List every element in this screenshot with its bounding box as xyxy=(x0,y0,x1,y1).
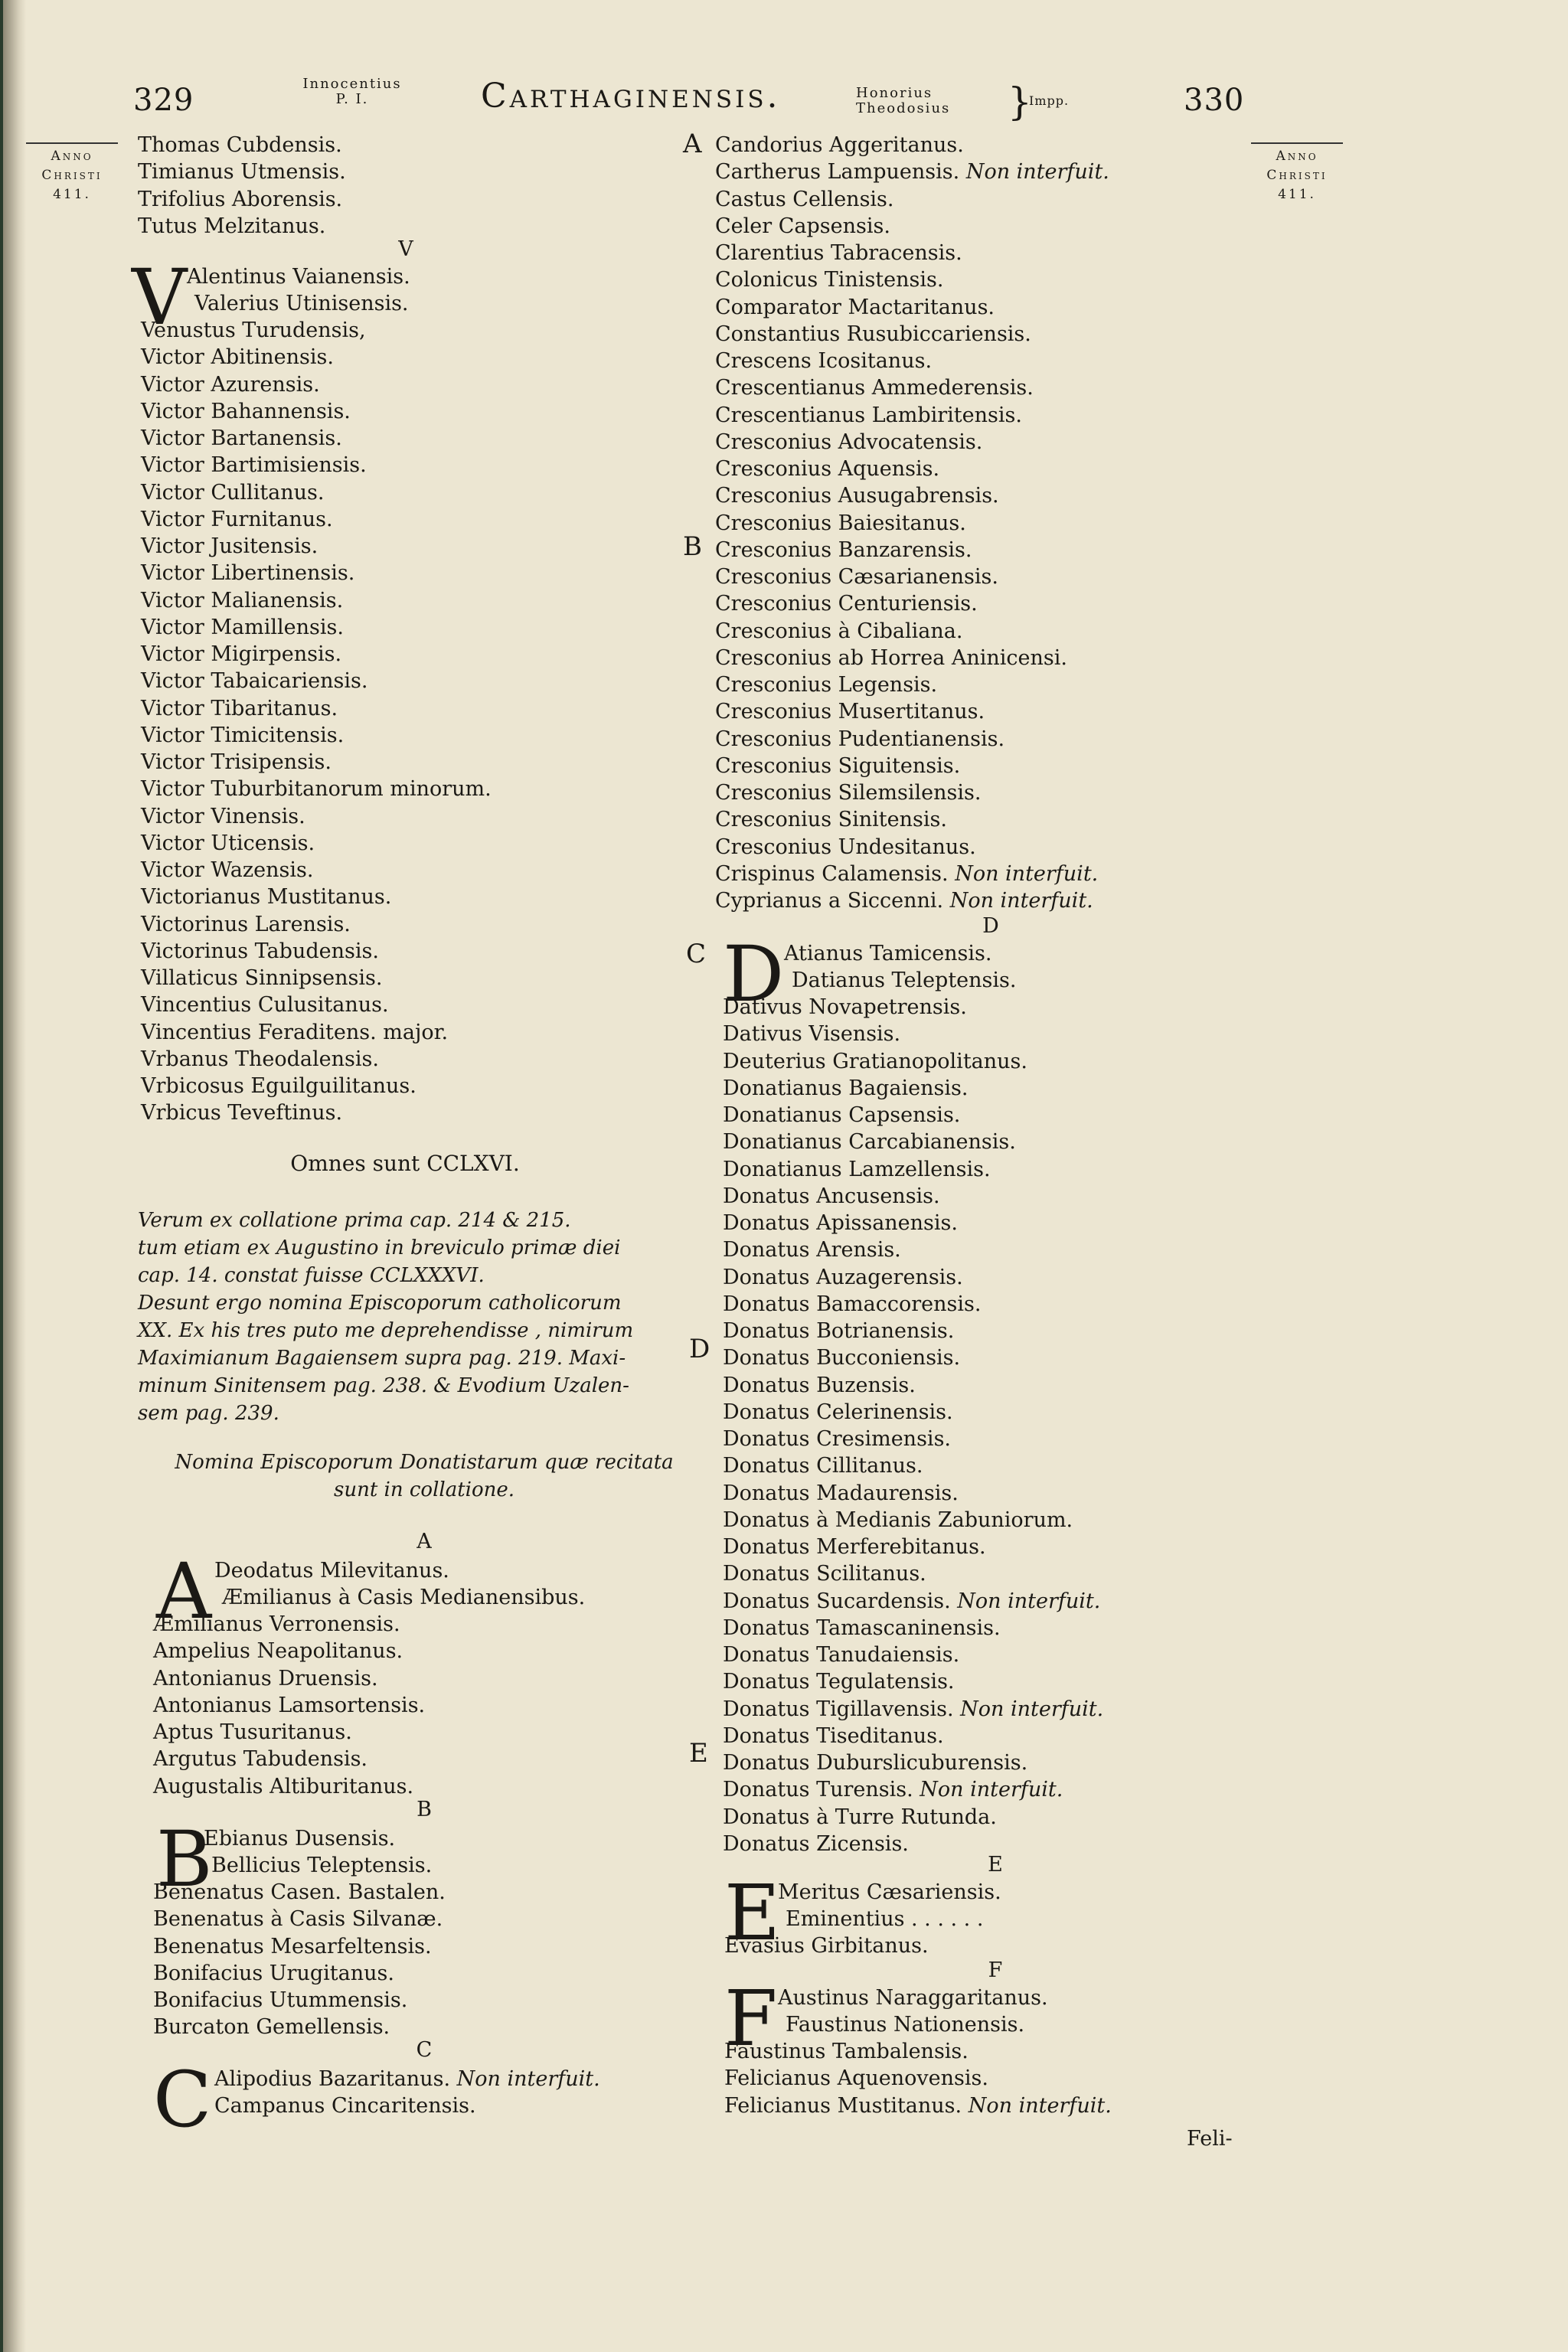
list-item: Victor Wazensis. xyxy=(141,858,314,882)
b-first-lines xyxy=(204,1825,432,1880)
section-heading-d: D xyxy=(982,914,999,938)
list-item: Evasius Girbitanus. xyxy=(724,1934,929,1958)
drop-cap-b: B xyxy=(156,1815,213,1904)
entry-text: Donatianus Lamzellensis. xyxy=(723,1157,991,1181)
list-item xyxy=(715,240,1109,266)
entry-text: Donatianus Carcabianensis. xyxy=(723,1130,1016,1155)
list-item: Deodatus Milevitanus. xyxy=(214,1559,449,1583)
d-list xyxy=(723,994,1103,1857)
entry-text: Alipodius Bazaritanus. xyxy=(214,2067,451,2091)
entry-text: Donatianus Bagaiensis. xyxy=(723,1076,969,1100)
list-item xyxy=(723,1615,1103,1642)
list-item xyxy=(723,1264,1103,1291)
list-item xyxy=(715,213,1109,240)
entry-text: Cresconius Musertitanus. xyxy=(715,700,985,724)
list-item: Victor Jusitensis. xyxy=(141,534,318,558)
list-item: Victor Uticensis. xyxy=(141,831,315,855)
e-first-lines xyxy=(778,1879,1001,1933)
list-item: Victor Vinensis. xyxy=(141,804,305,828)
list-item: Victor Timicitensis. xyxy=(141,723,345,747)
margin-line: Christi xyxy=(1266,168,1328,183)
entry-text: Cresconius Advocatensis. xyxy=(715,430,983,454)
list-item: Eminentius . . . . . . xyxy=(786,1907,984,1932)
list-item: Ebianus Dusensis. xyxy=(204,1827,396,1851)
note-line: minum Sinitensem pag. 238. & Evodium Uzalen- xyxy=(138,1374,629,1397)
list-item xyxy=(715,374,1109,401)
entry-text: Clarentius Tabracensis. xyxy=(715,241,962,265)
entry-text: Donatus Turensis. xyxy=(723,1778,913,1802)
entry-text: Cresconius Ausugabrensis. xyxy=(715,484,999,508)
list-item: Victor Bartimisiensis. xyxy=(141,453,367,478)
catchword: Feli- xyxy=(1187,2127,1233,2151)
list-item: Atianus Tamicensis. xyxy=(784,942,992,965)
running-head-line: Innocentius xyxy=(302,76,402,92)
entry-text: Castus Cellensis. xyxy=(715,187,894,211)
entry-text: Cresconius Banzarensis. xyxy=(715,537,972,562)
entry-text: Donatus Buzensis. xyxy=(723,1373,916,1397)
list-item xyxy=(723,1183,1103,1210)
note-line: sunt in collatione. xyxy=(333,1478,515,1501)
section-heading-v: V xyxy=(398,237,413,261)
section-mark-d: D xyxy=(689,1334,710,1364)
list-item: Victor Tuburbitanorum minorum. xyxy=(141,777,492,802)
list-item: Faustinus Nationensis. xyxy=(786,2013,1025,2037)
list-item xyxy=(715,132,1109,158)
list-item: Valerius Utinisensis. xyxy=(194,292,409,316)
running-head-line: Honorius xyxy=(856,85,933,101)
entry-text: Cresconius Pudentianensis. xyxy=(715,727,1005,751)
margin-line: Anno xyxy=(1276,149,1318,164)
list-item: Benenatus Casen. Bastalen. xyxy=(153,1880,446,1904)
list-item xyxy=(715,429,1109,456)
list-item: Vrbicosus Eguilguilitanus. xyxy=(141,1074,416,1098)
margin-line: 411. xyxy=(53,187,91,202)
list-item xyxy=(715,321,1109,348)
entry-text: Crispinus Calamensis. xyxy=(715,861,949,886)
list-item xyxy=(723,1642,1103,1668)
entry-text: Donatus à Medianis Zabuniorum. xyxy=(723,1508,1073,1532)
list-item: Vrbanus Theodalensis. xyxy=(141,1047,379,1071)
b-list xyxy=(153,1879,446,2041)
list-item: Tutus Melzitanus. xyxy=(138,214,326,238)
section-mark-c: C xyxy=(686,939,707,969)
list-item: Victor Abitinensis. xyxy=(141,345,334,370)
drop-cap-v: V xyxy=(132,253,188,342)
list-item: Benenatus à Casis Silvanæ. xyxy=(153,1907,443,1932)
entry-note: Non interfuit. xyxy=(965,160,1109,185)
list-item xyxy=(715,482,1109,509)
entry-text: Dativus Novapetrensis. xyxy=(723,995,967,1019)
margin-line: 411. xyxy=(1278,187,1316,202)
list-item xyxy=(723,1318,1103,1344)
list-item xyxy=(715,294,1109,321)
list-item: Victor Bahannensis. xyxy=(141,399,351,423)
list-item: Victor Migirpensis. xyxy=(141,642,342,666)
list-item xyxy=(715,834,1109,861)
list-item xyxy=(724,2038,1112,2065)
list-item: Victor Bartanensis. xyxy=(141,426,342,450)
list-item: Bonifacius Utummensis. xyxy=(153,1988,408,2012)
note-line: XX. Ex his tres puto me deprehendisse , nimirum xyxy=(138,1319,634,1342)
list-item xyxy=(214,2066,600,2092)
entry-note: Non interfuit. xyxy=(957,1589,1101,1613)
list-item xyxy=(723,1749,1103,1776)
right-top-list xyxy=(715,132,1109,914)
list-item: Aptus Tusuritanus. xyxy=(153,1720,352,1744)
list-item xyxy=(723,1560,1103,1587)
entry-text: Donatus Duburslicuburensis. xyxy=(723,1751,1028,1775)
page-title: Carthaginensis. xyxy=(481,77,781,116)
entry-note: Non interfuit. xyxy=(960,1697,1104,1721)
commentary-note xyxy=(138,1207,633,1427)
list-item: Timianus Utmensis. xyxy=(138,160,346,185)
entry-text: Cresconius à Cibaliana. xyxy=(715,619,963,643)
entry-text: Donatus Tegulatensis. xyxy=(723,1670,955,1694)
a-list xyxy=(153,1611,425,1800)
running-head-line: P. I. xyxy=(335,91,369,107)
drop-cap-e: E xyxy=(724,1868,780,1958)
running-head-line: Theodosius xyxy=(856,100,951,116)
list-item xyxy=(715,753,1109,779)
v-list xyxy=(141,317,492,1127)
list-item: Victorinus Larensis. xyxy=(141,912,351,936)
entry-text: Cresconius Baiesitanus. xyxy=(715,511,966,535)
list-item: Benenatus Mesarfeltensis. xyxy=(153,1934,432,1958)
entry-text: Donatus Zicensis. xyxy=(723,1831,909,1856)
entry-text: Donatus Bucconiensis. xyxy=(723,1346,961,1370)
note-line: Desunt ergo nomina Episcoporum catholicorum xyxy=(138,1292,622,1315)
entry-text: Deuterius Gratianopolitanus. xyxy=(723,1049,1027,1073)
list-item xyxy=(723,1129,1103,1155)
entry-text: Donatus Madaurensis. xyxy=(723,1481,959,1505)
omnes-count: Omnes sunt CCLXVI. xyxy=(290,1151,520,1176)
list-item: Victorinus Tabudensis. xyxy=(141,939,379,963)
entry-text: Cartherus Lampuensis. xyxy=(715,160,960,185)
entry-text: Donatus Sucardensis. xyxy=(723,1589,951,1613)
list-item: Victor Cullitanus. xyxy=(141,480,325,505)
entry-text: Cyprianus a Siccenni. xyxy=(715,889,944,913)
list-item xyxy=(723,1588,1103,1615)
list-item: Antonianus Lamsortensis. xyxy=(153,1693,426,1717)
left-page-number: 329 xyxy=(133,83,194,118)
left-top-list xyxy=(138,132,346,240)
list-item xyxy=(723,1723,1103,1749)
list-item xyxy=(715,186,1109,213)
section-mark-a: A xyxy=(683,129,702,159)
entry-text: Dativus Visensis. xyxy=(723,1022,901,1047)
list-item: Austinus Naraggaritanus. xyxy=(778,1986,1048,2010)
entry-text: Cresconius Cæsarianensis. xyxy=(715,565,998,589)
entry-note: Non interfuit. xyxy=(949,889,1093,913)
list-item xyxy=(723,1399,1103,1426)
list-item: Victor Tibaritanus. xyxy=(141,696,338,720)
list-item: Victor Mamillensis. xyxy=(141,615,344,639)
section-heading-c: C xyxy=(416,2038,433,2062)
list-item: Victor Azurensis. xyxy=(141,372,320,397)
entry-text: Colonicus Tinistensis. xyxy=(715,268,944,292)
list-item xyxy=(715,726,1109,753)
entry-text: Donatus Cillitanus. xyxy=(723,1454,923,1478)
list-item: Victorianus Mustitanus. xyxy=(141,885,392,910)
list-item xyxy=(723,1480,1103,1507)
entry-text: Cresconius Legensis. xyxy=(715,673,938,697)
list-item xyxy=(724,2092,1112,2119)
f-list xyxy=(724,2038,1112,2119)
section-mark-b: B xyxy=(683,531,702,562)
section-mark-e: E xyxy=(689,1738,708,1769)
entry-text: Candorius Aggeritanus. xyxy=(715,133,964,157)
entry-text: Donatus à Turre Rutunda. xyxy=(723,1805,997,1829)
drop-cap-c: C xyxy=(153,2055,212,2145)
note-line: tum etiam ex Augustino in breviculo primæ diei xyxy=(138,1236,621,1259)
list-item xyxy=(715,698,1109,725)
list-item: Victor Trisipensis. xyxy=(141,750,332,774)
list-item xyxy=(715,348,1109,374)
list-item xyxy=(723,1426,1103,1452)
list-item xyxy=(723,1668,1103,1695)
right-running-suffix: Impp. xyxy=(1029,93,1070,108)
list-item xyxy=(715,564,1109,590)
list-item xyxy=(715,456,1109,482)
entry-text: Cresconius Silemsilensis. xyxy=(715,781,982,805)
list-item: Villaticus Sinnipsensis. xyxy=(141,966,383,990)
a-first-lines xyxy=(214,1557,585,1612)
list-item xyxy=(723,1075,1103,1102)
entry-text: Donatus Bamaccorensis. xyxy=(723,1292,982,1316)
entry-text: Constantius Rusubiccariensis. xyxy=(715,322,1031,346)
list-item: Ampelius Neapolitanus. xyxy=(153,1639,403,1664)
entry-text: Crescentianus Ammederensis. xyxy=(715,376,1034,400)
book-page xyxy=(3,0,1568,2352)
list-item: Burcaton Gemellensis. xyxy=(153,2015,390,2040)
entry-text: Donatus Celerinensis. xyxy=(723,1400,953,1424)
entry-text: Celer Capsensis. xyxy=(715,214,890,238)
book-spine-shadow xyxy=(3,0,26,2352)
list-item xyxy=(715,806,1109,833)
right-margin-note xyxy=(1251,142,1343,204)
list-item: Æmilianus à Casis Medianensibus. xyxy=(222,1586,586,1610)
entry-text: Cresconius Centuriensis. xyxy=(715,592,978,616)
list-item xyxy=(723,1452,1103,1479)
entry-note: Non interfuit. xyxy=(955,861,1099,886)
list-item: Datianus Teleptensis. xyxy=(792,969,1017,993)
list-item: Argutus Tabudensis. xyxy=(153,1747,368,1772)
list-item: Alentinus Vaianensis. xyxy=(187,265,410,289)
entry-text: Faustinus Tambalensis. xyxy=(724,2040,969,2063)
left-margin-note xyxy=(26,142,118,204)
list-item xyxy=(715,266,1109,293)
list-item: Thomas Cubdensis. xyxy=(138,133,342,157)
entry-text: Donatus Tiseditanus. xyxy=(723,1723,944,1748)
list-item: Augustalis Altiburitanus. xyxy=(153,1774,414,1798)
entry-text: Donatus Merferebitanus. xyxy=(723,1535,986,1559)
right-running-head xyxy=(856,86,1015,116)
list-item: Victor Tabaicariensis. xyxy=(141,669,368,694)
entry-note: Non interfuit. xyxy=(456,2067,600,2091)
right-page-number: 330 xyxy=(1184,83,1245,118)
entry-text: Donatus Cresimensis. xyxy=(723,1427,952,1451)
list-item xyxy=(723,1776,1103,1803)
list-item xyxy=(723,1156,1103,1183)
list-item xyxy=(724,2065,1112,2092)
entry-text: Cresconius Aquensis. xyxy=(715,457,940,481)
list-item: Æmilianus Verronensis. xyxy=(153,1612,400,1636)
entry-text: Donatus Tanudaiensis. xyxy=(723,1643,960,1667)
list-item xyxy=(715,779,1109,806)
entry-text: Donatus Arensis. xyxy=(723,1238,901,1263)
list-item xyxy=(723,1831,1103,1857)
list-item: Venustus Turudensis, xyxy=(141,318,366,342)
list-item: Vincentius Feraditens. major. xyxy=(141,1020,449,1044)
list-item xyxy=(723,1372,1103,1399)
list-item xyxy=(715,861,1109,887)
entry-text: Comparator Mactaritanus. xyxy=(715,295,995,319)
drop-cap-f: F xyxy=(724,1974,778,2063)
margin-line: Christi xyxy=(41,168,103,183)
e-list xyxy=(724,1932,929,1959)
drop-cap-d: D xyxy=(723,929,785,1019)
list-item xyxy=(723,1507,1103,1534)
list-item: Campanus Cincaritensis. xyxy=(214,2094,476,2118)
entry-text: Cresconius Siguitensis. xyxy=(715,753,961,778)
note-line: cap. 14. constat fuisse CCLXXXVI. xyxy=(138,1264,485,1287)
entry-text: Felicianus Mustitanus. xyxy=(724,2093,962,2118)
note-line: sem pag. 239. xyxy=(138,1402,279,1425)
section-heading-f: F xyxy=(988,1958,1003,1982)
entry-text: Donatus Scilitanus. xyxy=(723,1562,926,1586)
list-item xyxy=(723,1236,1103,1263)
list-item xyxy=(723,994,1103,1021)
list-item xyxy=(723,1291,1103,1318)
donatist-heading xyxy=(164,1449,684,1504)
note-line: Verum ex collatione prima cap. 214 & 215. xyxy=(138,1209,571,1232)
left-running-head xyxy=(276,77,429,107)
list-item: Trifolius Aborensis. xyxy=(138,187,343,211)
entry-note: Non interfuit. xyxy=(968,2093,1112,2118)
note-line: Maximianum Bagaiensem supra pag. 219. Maxi- xyxy=(138,1347,626,1370)
v-first-lines xyxy=(187,263,410,318)
list-item xyxy=(715,887,1109,914)
entry-text: Donatianus Capsensis. xyxy=(723,1103,961,1127)
note-line: Nomina Episcoporum Donatistarum quæ recitata xyxy=(175,1451,674,1474)
list-item: Antonianus Druensis. xyxy=(153,1666,378,1690)
entry-text: Cresconius ab Horrea Aninicensi. xyxy=(715,645,1067,670)
entry-note: Non interfuit. xyxy=(920,1778,1063,1802)
entry-text: Donatus Tamascaninensis. xyxy=(723,1615,1001,1640)
list-item xyxy=(723,1344,1103,1371)
list-item: Vincentius Culusitanus. xyxy=(141,993,389,1018)
d-first-lines xyxy=(784,940,1016,995)
list-item xyxy=(723,1804,1103,1831)
list-item: Victor Libertinensis. xyxy=(141,561,355,586)
section-heading-b: B xyxy=(416,1798,432,1821)
list-item: Vrbicus Teveftinus. xyxy=(141,1101,343,1125)
entry-text: Cresconius Undesitanus. xyxy=(715,835,976,859)
list-item xyxy=(723,1102,1103,1129)
entry-text: Donatus Apissanensis. xyxy=(723,1211,958,1235)
list-item xyxy=(723,1210,1103,1236)
brace-icon: } xyxy=(1008,80,1032,124)
entry-text: Donatus Auzagerensis. xyxy=(723,1265,963,1289)
entry-text: Donatus Ancusensis. xyxy=(723,1184,940,1208)
margin-line: Anno xyxy=(51,149,93,164)
list-item xyxy=(715,537,1109,564)
entry-text: Cresconius Sinitensis. xyxy=(715,808,947,832)
list-item xyxy=(723,1021,1103,1047)
entry-text: Crescentianus Lambiritensis. xyxy=(715,403,1022,427)
list-item: Meritus Cæsariensis. xyxy=(778,1880,1001,1904)
f-first-lines xyxy=(778,1984,1048,2039)
list-item xyxy=(715,590,1109,617)
entry-text: Crescens Icositanus. xyxy=(715,349,933,373)
list-item xyxy=(723,1534,1103,1560)
list-item: Bellicius Teleptensis. xyxy=(211,1854,433,1878)
list-item xyxy=(715,645,1109,671)
list-item: Victor Furnitanus. xyxy=(141,507,333,531)
entry-text: Felicianus Aquenovensis. xyxy=(724,2066,988,2091)
list-item xyxy=(715,158,1109,185)
list-item: Bonifacius Urugitanus. xyxy=(153,1961,394,1985)
section-heading-a: A xyxy=(416,1530,432,1553)
list-item xyxy=(723,1048,1103,1075)
entry-text: Donatus Botrianensis. xyxy=(723,1319,955,1343)
list-item: Victor Malianensis. xyxy=(141,588,344,612)
list-item xyxy=(715,671,1109,698)
list-item xyxy=(715,402,1109,429)
list-item xyxy=(723,1696,1103,1723)
entry-text: Donatus Tigillavensis. xyxy=(723,1697,954,1721)
drop-cap-a: A xyxy=(156,1547,212,1636)
section-heading-e: E xyxy=(988,1853,1003,1877)
c-first-lines xyxy=(214,2066,600,2120)
list-item xyxy=(715,510,1109,537)
list-item xyxy=(715,618,1109,645)
